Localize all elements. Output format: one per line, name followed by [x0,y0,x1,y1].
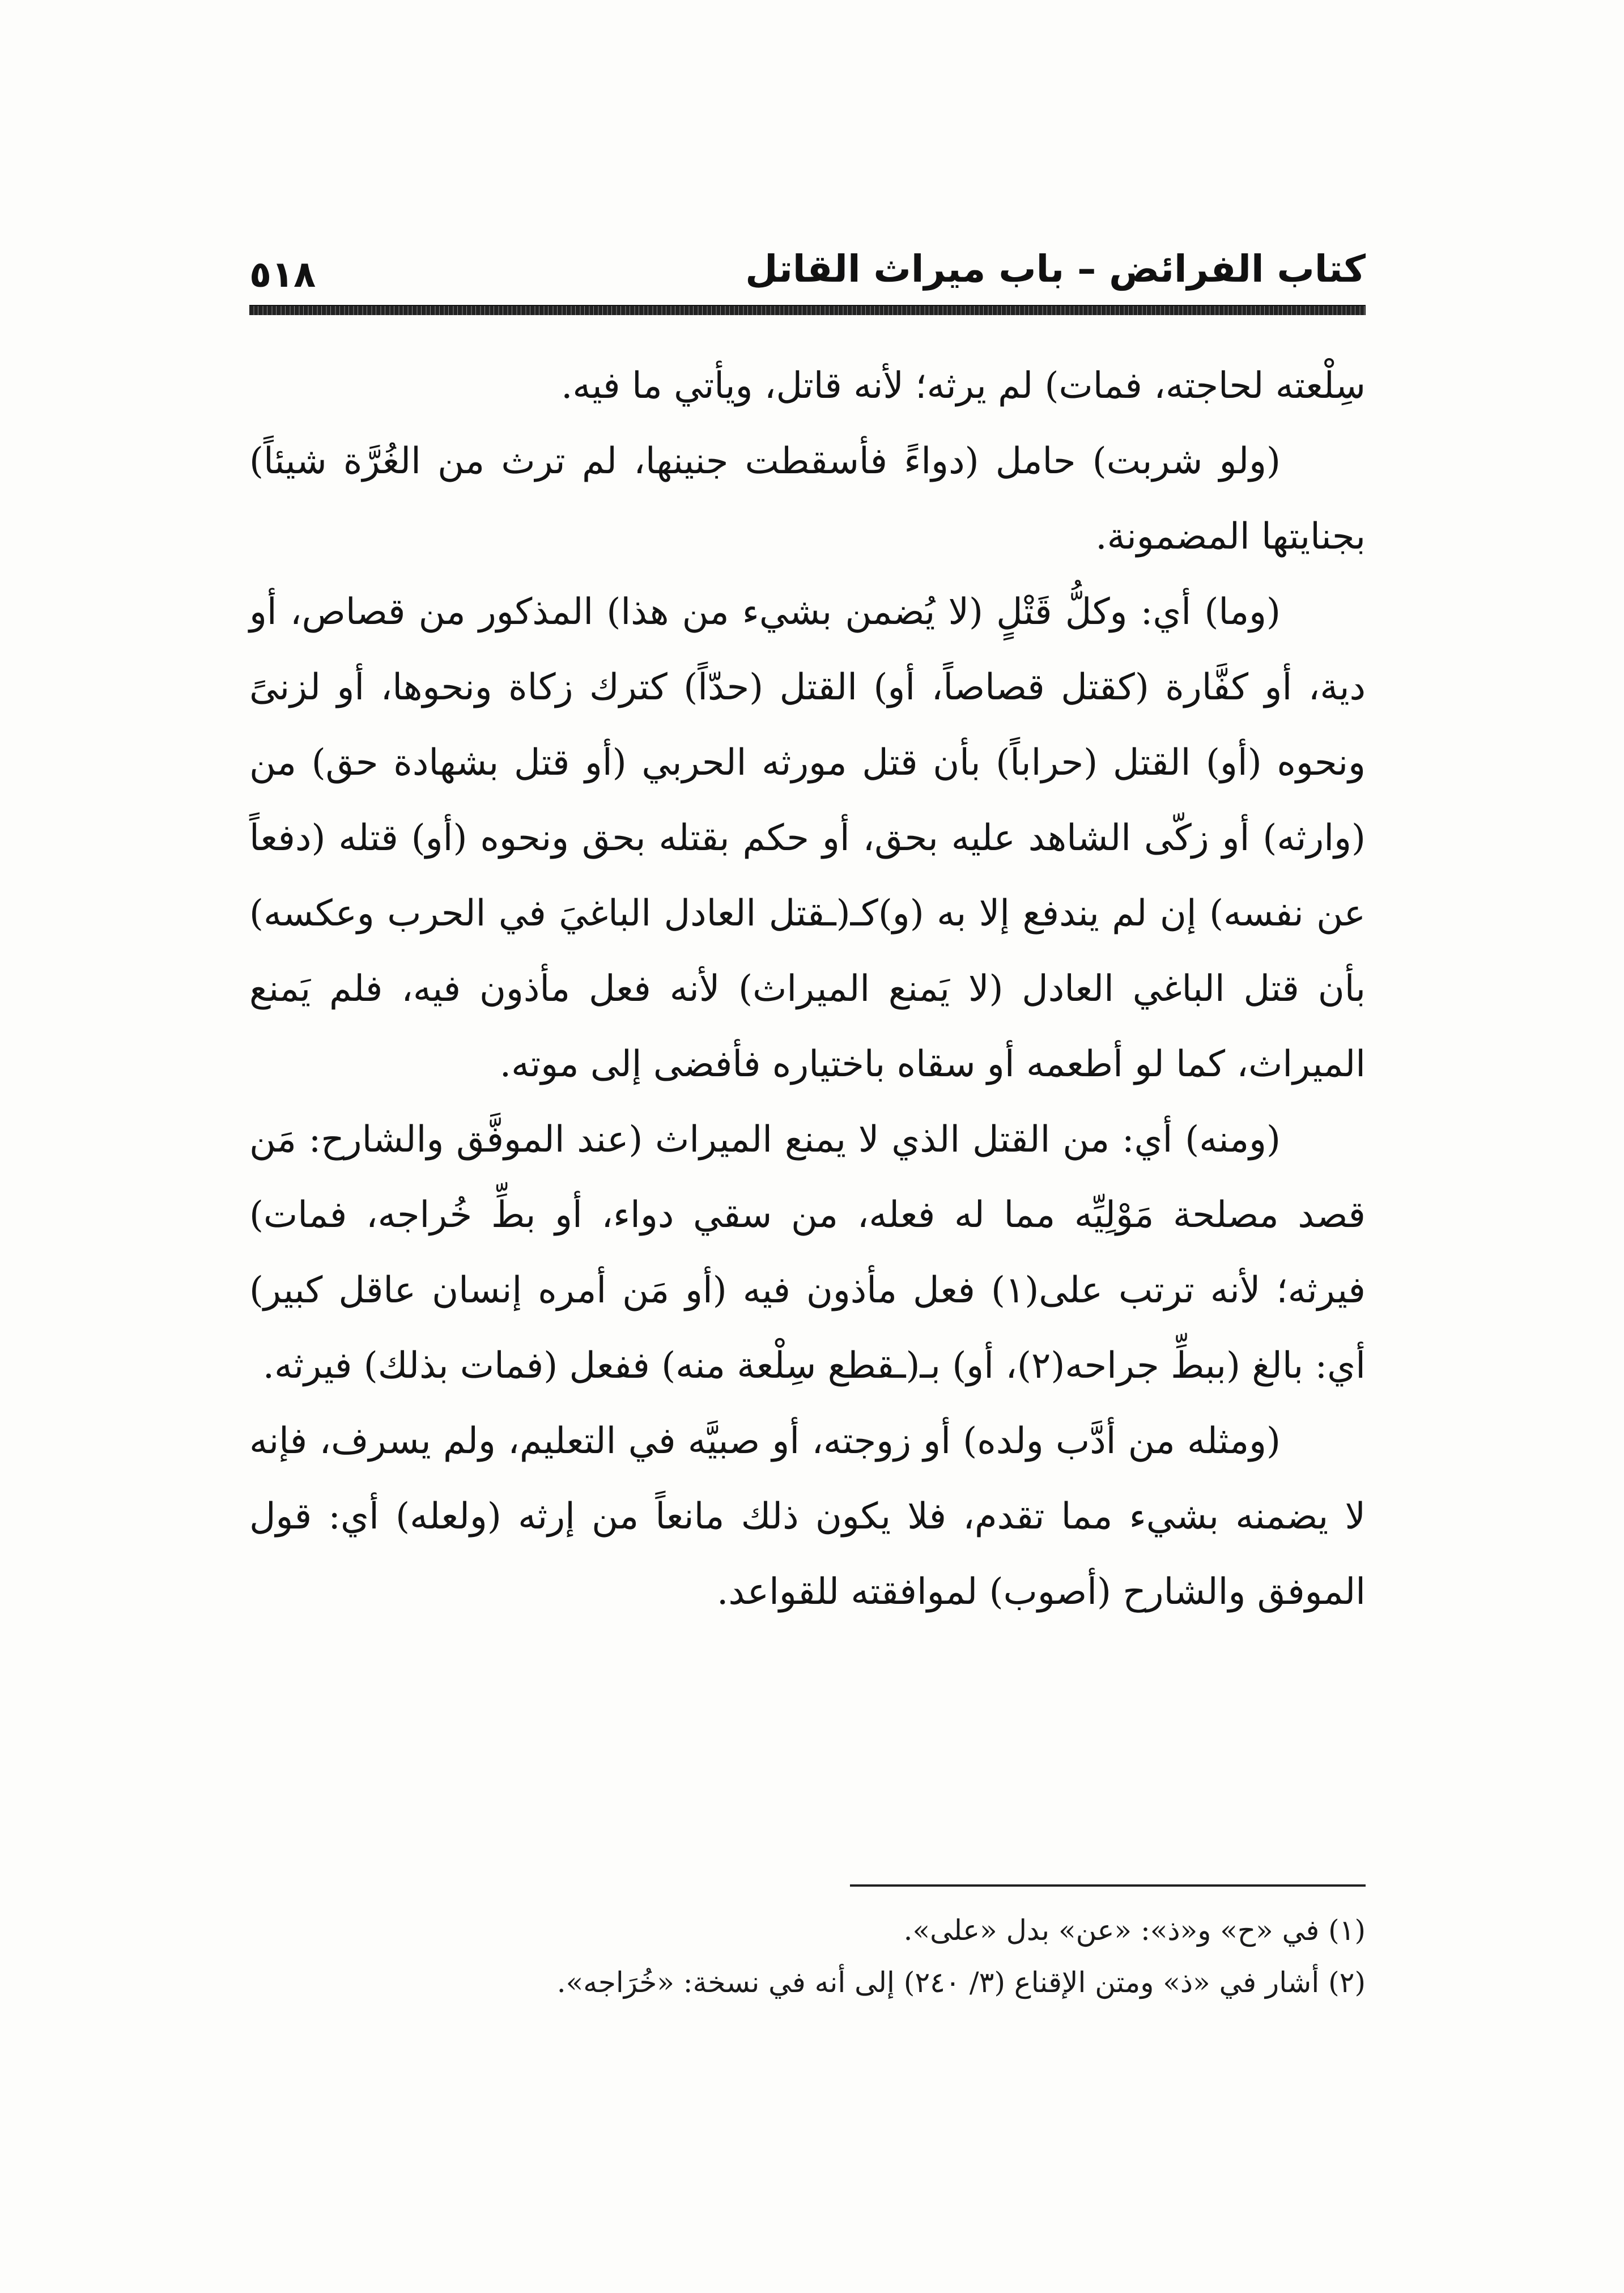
footnote-separator [850,1884,1366,1887]
paragraph-1: سِلْعته لحاجته، فمات) لم يرثه؛ لأنه قاتل، ويأتي ما فيه. [561,365,1366,407]
footnote-2: (٢) أشار في «ذ» ومتن الإقناع (٣/ ٢٤٠) إلى أنه في نسخة: «خُرَاجه». [556,1966,1366,1999]
footnotes [249,1904,1366,2009]
page-number: ٥١٨ [249,254,316,296]
paragraph-4: (ومنه) أي: من القتل الذي لا يمنع الميراث (عند الموفَّق والشارح: مَن قصد مصلحة مَوْلِيِّه مما له فعله، من سقي دواء، أو بطِّ خُراجه، فمات) فيرثه؛ لأنه ترتب على(١) فعل مأذون فيه (أو مَن أمره إنسان عاقل كبير) أي: بالغ (ببطِّ جراحه(٢)، أو) بـ(ـقطع سِلْعة منه) ففعل (فمات بذلك) فيرثه. [249,1119,1366,1387]
page-header [249,238,1366,323]
main-text [249,349,1366,1630]
running-title: كتاب الفرائض – باب ميراث القاتل [745,247,1366,291]
footnote-1: (١) في «ح» و«ذ»: «عن» بدل «على». [903,1914,1366,1947]
paragraph-3: (وما) أي: وكلُّ قَتْلٍ (لا يُضمن بشيء من هذا) المذكور من قصاص، أو دية، أو كفَّارة (كقتل قصاصاً، أو) القتل (حدّاً) كترك زكاة ونحوها، أو لزنىً ونحوه (أو) القتل (حراباً) بأن قتل مورثه الحربي (أو قتل بشهادة حق) من (وارثه) أو زكّى الشاهد عليه بحق، أو حكم بقتله بحق ونحوه (أو) قتله (دفعاً عن نفسه) إن لم يندفع إلا به (و)كـ(ـقتل العادل الباغيَ في الحرب وعكسه) بأن قتل الباغي العادل (لا يَمنع الميراث) لأنه فعل مأذون فيه، فلم يَمنع الميراث، كما لو أطعمه أو سقاه باختياره فأفضى إلى موته. [249,591,1366,1085]
header-rule [249,305,1366,315]
paragraph-5: (ومثله من أدَّب ولده) أو زوجته، أو صبيَّه في التعليم، ولم يسرف، فإنه لا يضمنه بشيء مما تقدم، فلا يكون ذلك مانعاً من إرثه (ولعله) أي: قول الموفق والشارح (أصوب) لموافقته للقواعد. [249,1420,1366,1613]
paragraph-2: (ولو شربت) حامل (دواءً فأسقطت جنينها، لم ترث من الغُرَّة شيئاً) بجنايتها المضمونة. [249,440,1366,558]
